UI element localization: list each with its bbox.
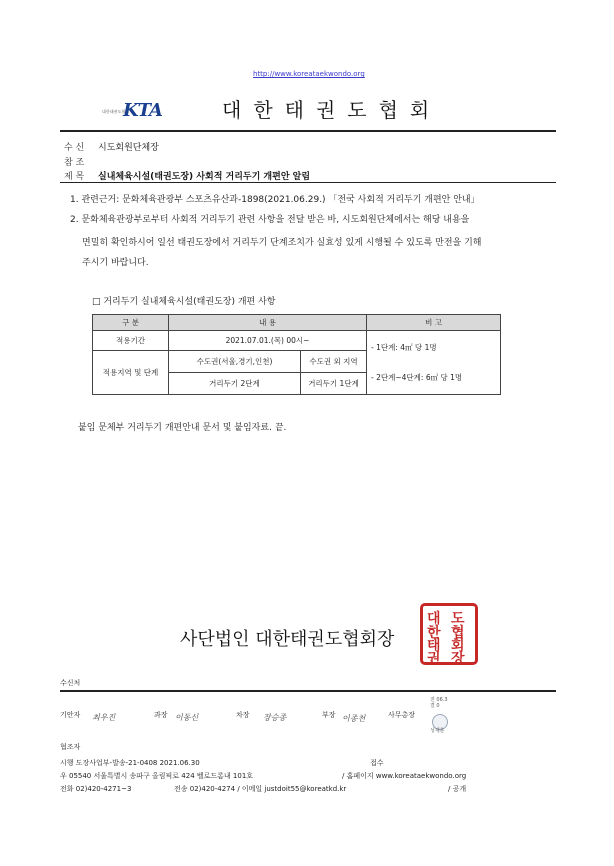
logo-mark: KTA (123, 100, 163, 121)
recipient-row (64, 140, 159, 153)
header-note: 비 고 (367, 315, 501, 331)
reference-label: 참 조 (64, 158, 85, 168)
seal-char: 한 (427, 625, 441, 641)
decision-line: 전 06.3 (430, 697, 448, 703)
director-signature: 이종천 (342, 714, 366, 723)
homepage-line[interactable]: / 홈페이지 www.koreataekwondo.org (342, 772, 467, 780)
seal-char: 도 (451, 611, 465, 627)
non-metro-region: 수도권 외 지역 (301, 351, 367, 373)
manager-signature: 이동신 (175, 713, 199, 722)
table-caption: □ 거리두기 실내체육시설(태권도장) 개편 사항 (92, 297, 276, 307)
seal-char: 회 (451, 638, 465, 654)
body-paragraph-1: 1. 관련근거: 문화체육관광부 스포츠유산과-1898(2021.06.29.) 「전국 사회적 거리두기 개편안 안내」 (70, 195, 480, 205)
logo-korean-text: 대한태권도협회 (102, 109, 130, 114)
density-note (367, 331, 501, 395)
seal-char: 태 (427, 638, 441, 654)
director-label: 부장 (322, 711, 336, 719)
decision-line: 결 0 (430, 703, 440, 709)
address-line: 우 05540 서울특별시 송파구 올림픽로 424 벨로드롬내 101호 (60, 772, 254, 780)
distancing-table (92, 314, 501, 395)
header-content: 내 용 (169, 315, 367, 331)
recipient-value: 시도회원단체장 (98, 143, 159, 153)
seal-char: 대 (427, 611, 441, 627)
fax-email-line: 전송 02)420-4274 / 이메일 justdoit55@koreatkd.kr (174, 785, 347, 793)
header-divider (60, 130, 556, 132)
subject-divider (60, 182, 556, 183)
attachment-line: 붙임 문체부 거리두기 개편안내 문서 및 붙임자료. 끝. (78, 423, 287, 433)
official-seal (420, 603, 478, 665)
decision-stamp (430, 697, 448, 709)
recipient-label: 수 신 (64, 143, 85, 153)
note-level-2-4: - 2단계~4단계: 6㎡ 당 1명 (371, 372, 463, 382)
cooperator-label: 협조자 (60, 743, 81, 751)
deputy-label: 차장 (236, 711, 250, 719)
note-level-1: - 1단계: 4㎡ 당 1명 (371, 342, 437, 352)
website-link[interactable]: http://www.koreataekwondo.org (253, 70, 365, 78)
body-paragraph-2-line-1: 2. 문화체육관광부로부터 사회적 거리두기 관련 사항을 전달 받은 바, 시도회원단체에서는 해당 내용을 (70, 215, 470, 225)
seal-char: 장 (451, 651, 465, 667)
drafter-label: 기안자 (60, 711, 81, 719)
decision-name: 성제훈 (430, 728, 445, 734)
receipt-label: 접수 (370, 759, 384, 767)
seal-char: 협 (451, 625, 465, 641)
period-value: 2021.07.01.(목) 00시~ (169, 331, 367, 351)
seal-char: 권 (427, 651, 441, 667)
phone-line: 전화 02)420-4271~3 (60, 785, 132, 793)
header-category: 구 분 (93, 315, 169, 331)
subject-value: 실내체육시설(태권도장) 사회적 거리두기 개편안 알림 (98, 172, 311, 182)
table-header-row (93, 315, 501, 331)
metro-region: 수도권(서울,경기,인천) (169, 351, 301, 373)
issuer-name: 사단법인 대한태권도협회장 (180, 629, 395, 650)
subject-label: 제 목 (64, 172, 85, 182)
enforcement-line: 시행 도장사업부-발송-21-0408 2021.06.30 (60, 759, 200, 767)
period-label: 적용기간 (93, 331, 169, 351)
body-paragraph-2-line-3: 주시기 바랍니다. (82, 258, 149, 268)
metro-level: 거리두기 2단계 (169, 373, 301, 395)
non-metro-level: 거리두기 1단계 (301, 373, 367, 395)
table-row (93, 331, 501, 351)
kta-logo (102, 100, 163, 124)
disclosure-status: / 공개 (448, 785, 467, 793)
deputy-signature: 장승종 (263, 713, 287, 722)
drafter-signature: 최우진 (92, 713, 116, 722)
body-paragraph-2-line-2: 면밀히 확인하시어 일선 태권도장에서 거리두기 단계조치가 실효성 있게 시행될 수 있도록 만전을 기해 (82, 238, 482, 248)
secgen-label: 사무총장 (388, 711, 416, 719)
reference-row (64, 155, 98, 168)
recipients-label: 수신처 (60, 679, 81, 687)
manager-label: 과장 (154, 711, 168, 719)
subject-row (64, 169, 310, 182)
region-label: 적용지역 및 단계 (93, 351, 169, 395)
organization-title: 대한태권도협회 (222, 98, 442, 122)
approval-divider (60, 690, 556, 692)
